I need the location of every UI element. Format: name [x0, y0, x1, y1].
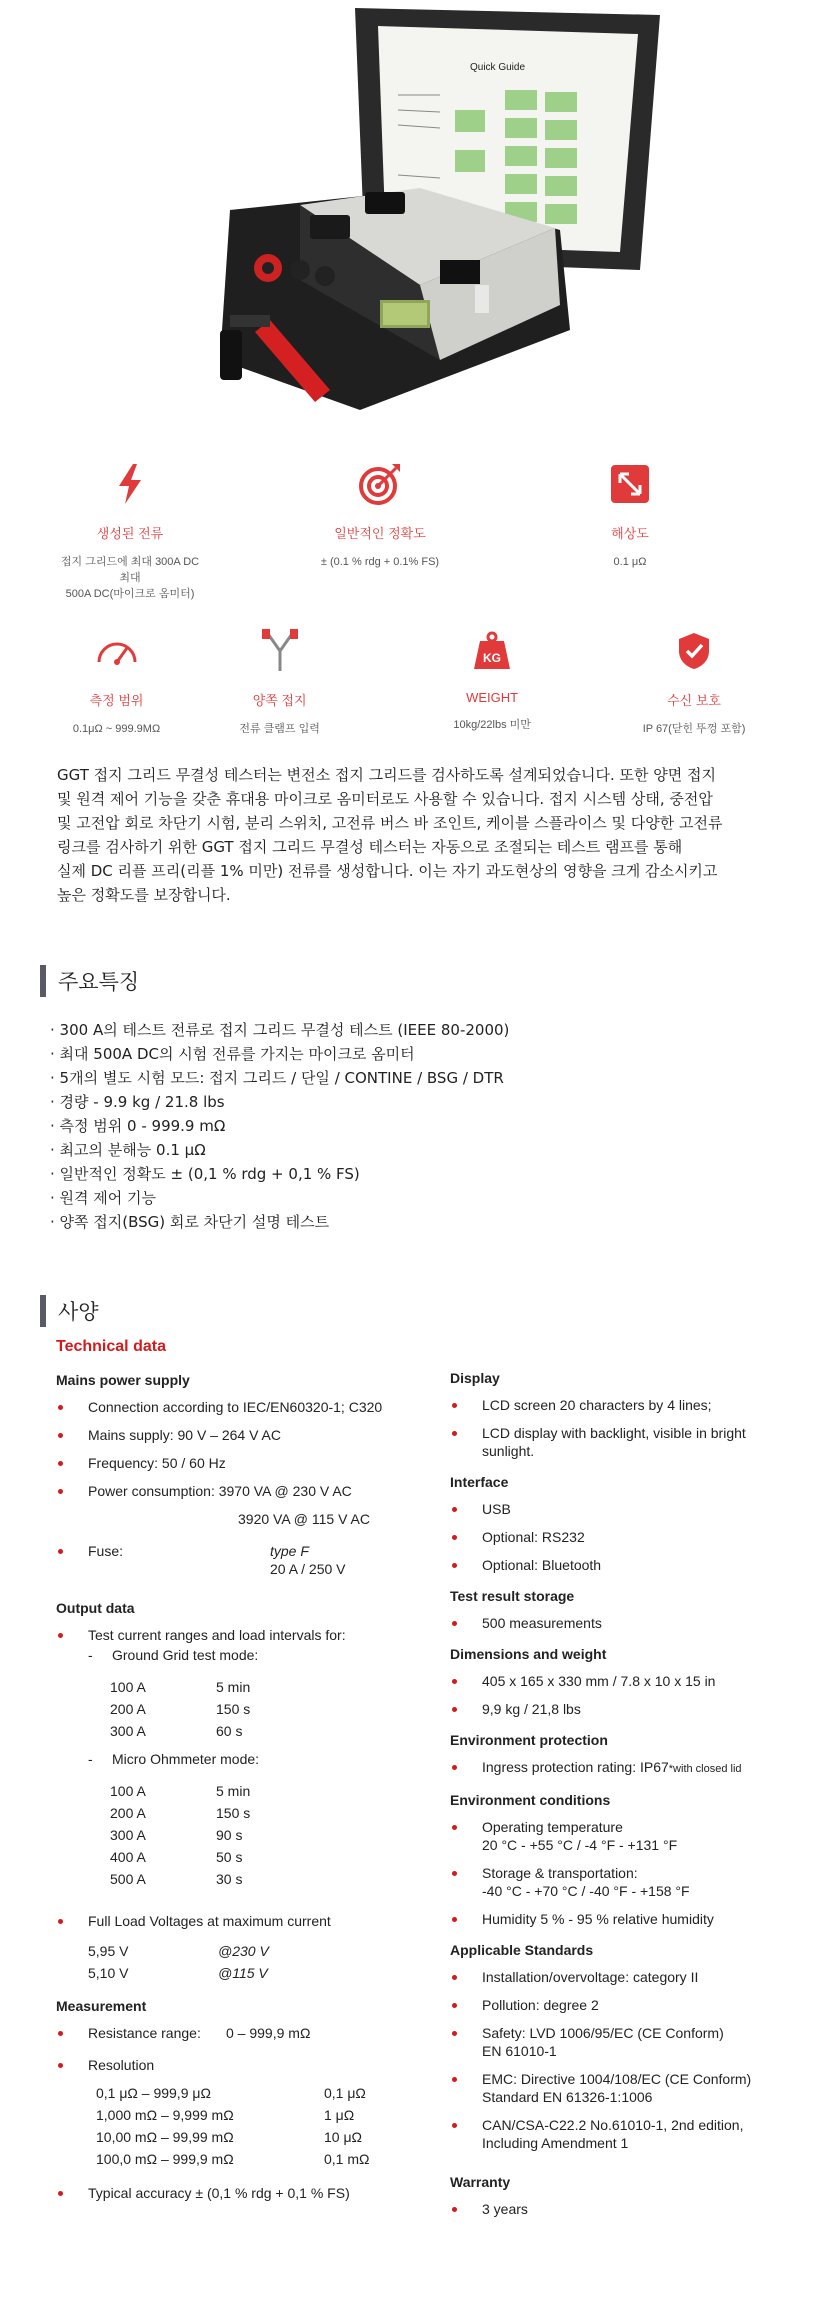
lightning-icon [60, 455, 200, 513]
table-cell: 150 s [216, 1701, 251, 1717]
feature-protection [628, 622, 760, 737]
table-cell: 30 s [216, 1871, 243, 1887]
feature-title: 생성된 전류 [96, 526, 164, 541]
spec-item-note: *with closed lid [668, 1763, 742, 1775]
spec-group-heading: Display [450, 1370, 500, 1386]
spec-item [450, 2070, 796, 2106]
spec-group-heading: Test result storage [450, 1588, 575, 1604]
intro-line: 높은 정확도를 보장합니다. [57, 886, 231, 904]
feature-accuracy [310, 455, 450, 602]
list-item: · 300 A의 테스트 전류로 접지 그리드 무결성 테스트 (IEEE 80-2000) [50, 1018, 770, 1042]
product-image [0, 0, 814, 430]
table-row [96, 2104, 369, 2126]
spec-item [56, 1542, 436, 1578]
spec-left-column [56, 1372, 436, 2212]
spec-item [450, 1758, 796, 1778]
feature-desc-line: 접지 그리드에 최대 300A DC 최대 [60, 556, 200, 584]
spec-item-line: Operating temperature [482, 1819, 623, 1835]
intro-line: GGT 접지 그리드 무결성 테스터는 변전소 접지 그리드를 검사하도록 설계되었습니다. 또한 양면 접지 [57, 766, 716, 784]
section-title: 사양 [58, 1300, 99, 1324]
table-cell: 100,0 mΩ – 999,9 mΩ [96, 2151, 234, 2167]
intro-line: 및 고전압 회로 차단기 시험, 분리 스위치, 고전류 버스 바 조인트, 케이블 스플라이스 및 다양한 고전류 [57, 814, 723, 832]
intro-line: 링크를 검사하기 위한 GGT 접지 그리드 무결성 테스터는 자동으로 조절되는 테스트 램프를 통해 [57, 838, 683, 856]
table-row [96, 2082, 369, 2104]
table-cell: 0,1 μΩ – 999,9 μΩ [96, 2085, 211, 2101]
table-cell: 5 min [216, 1679, 251, 1695]
spec-group-heading: Measurement [56, 1998, 147, 2014]
list-item: · 5개의 별도 시험 모드: 접지 그리드 / 단일 / CONTINE / BSG / DTR [50, 1066, 770, 1090]
table-cell: 1 μΩ [324, 2107, 355, 2123]
feature-desc [60, 554, 200, 602]
list-item: · 측정 범위 0 - 999.9 mΩ [50, 1114, 770, 1138]
spec-item: Full Load Voltages at maximum current [56, 1912, 436, 1930]
spec-subitem: - Micro Ohmmeter mode: [56, 1750, 436, 1768]
spec-item: 500 measurements [450, 1614, 796, 1632]
spec-item [56, 2024, 436, 2042]
spec-item: 9,9 kg / 21,8 lbs [450, 1700, 796, 1718]
table-cell: 5 min [216, 1783, 251, 1799]
section-heading-spec [40, 1295, 99, 1327]
table-row [110, 1802, 250, 1824]
spec-item [450, 2024, 796, 2060]
list-item: · 일반적인 정확도 ± (0,1 % rdg + 0,1 % FS) [50, 1162, 770, 1186]
spec-item-line: Safety: LVD 1006/95/EC (CE Conform) [482, 2025, 724, 2041]
table-cell: 100 A [110, 1783, 146, 1799]
table-cell: 10 μΩ [324, 2129, 362, 2145]
table-row [110, 1846, 250, 1868]
feature-desc: 0.1μΩ ~ 999.9MΩ [72, 723, 161, 735]
spec-item-line: 3920 VA @ 115 V AC [238, 1511, 371, 1527]
weight-icon-label: KG [483, 651, 502, 665]
list-item: · 최고의 분해능 0.1 μΩ [50, 1138, 770, 1162]
feature-title: WEIGHT [466, 690, 519, 705]
heading-bar [40, 965, 46, 997]
spec-item-line: -40 °C - +70 °C / -40 °F - +158 °F [482, 1883, 690, 1899]
expand-arrows-icon [560, 455, 700, 513]
spec-item [450, 1864, 796, 1900]
list-item: · 최대 500A DC의 시험 전류를 가지는 마이크로 옴미터 [50, 1042, 770, 1066]
spec-item-line: 20 °C - +55 °C / -4 °F - +131 °F [482, 1837, 678, 1853]
spec-item: Frequency: 50 / 60 Hz [56, 1454, 436, 1472]
spec-item-line: EN 61010-1 [482, 2043, 557, 2059]
feature-current [60, 455, 200, 602]
feature-title: 양쪽 접지 [252, 693, 307, 708]
spec-group-heading: Applicable Standards [450, 1942, 594, 1958]
spec-title: Technical data [56, 1338, 166, 1355]
spec-group-heading: Dimensions and weight [450, 1646, 607, 1662]
intro-paragraph [57, 763, 787, 907]
shield-check-icon [628, 622, 760, 680]
table-cell: 200 A [110, 1701, 146, 1717]
list-item: · 양쪽 접지(BSG) 회로 차단기 설명 테스트 [50, 1210, 770, 1234]
table-cell: 100 A [110, 1679, 146, 1695]
spec-group-heading: Interface [450, 1474, 509, 1490]
spec-item: Mains supply: 90 V – 264 V AC [56, 1426, 436, 1444]
feature-desc-line: 500A DC(마이크로 옴미터) [65, 588, 195, 600]
spec-item-line: Storage & transportation: [482, 1865, 638, 1881]
feature-resolution [560, 455, 700, 602]
spec-item-line: EMC: Directive 1004/108/EC (CE Conform) [482, 2071, 752, 2087]
table-row [88, 1962, 269, 1984]
range-label: Resistance range: [88, 2025, 201, 2041]
spec-item-line: Standard EN 61326-1:1006 [482, 2089, 653, 2105]
spec-item: 405 x 165 x 330 mm / 7.8 x 10 x 15 in [450, 1672, 796, 1690]
gauge-icon [60, 622, 173, 680]
spec-group-heading: Environment protection [450, 1732, 608, 1748]
spec-item: LCD display with backlight, visible in bright sunlight. [450, 1424, 796, 1460]
feature-title: 해상도 [611, 526, 649, 541]
table-cell: 5,95 V [88, 1943, 129, 1959]
table-row [110, 1720, 250, 1742]
spec-group-heading: Environment conditions [450, 1792, 611, 1808]
micro-ohmmeter-table [110, 1780, 250, 1890]
table-row [96, 2148, 369, 2170]
section-heading-features [40, 965, 139, 997]
feature-title: 일반적인 정확도 [334, 526, 426, 541]
list-item: · 경량 - 9.9 kg / 21.8 lbs [50, 1090, 770, 1114]
table-row [110, 1868, 250, 1890]
spec-subitem: - Ground Grid test mode: [56, 1646, 436, 1664]
table-row [110, 1824, 250, 1846]
spec-right-column [450, 1370, 796, 2228]
table-row [110, 1780, 250, 1802]
spec-item: LCD screen 20 characters by 4 lines; [450, 1396, 796, 1414]
weight-icon [426, 622, 558, 680]
table-row [110, 1698, 250, 1720]
table-row [96, 2126, 369, 2148]
feature-row-2 [60, 622, 760, 737]
spec-item [450, 1818, 796, 1854]
feature-desc: 0.1 μΩ [613, 556, 647, 568]
table-cell: 200 A [110, 1805, 146, 1821]
feature-grid [60, 455, 760, 737]
table-cell: 150 s [216, 1805, 251, 1821]
spec-group-heading: Output data [56, 1600, 135, 1616]
intro-line: 실제 DC 리플 프리(리플 1% 미만) 전류를 생성합니다. 이는 자기 과도현상의 영향을 크게 감소시키고 [57, 862, 718, 880]
table-row [88, 1940, 269, 1962]
table-cell: 60 s [216, 1723, 243, 1739]
spec-item: Test current ranges and load intervals for: [56, 1626, 436, 1644]
table-cell: 0,1 μΩ [324, 2085, 366, 2101]
spec-item-line: Including Amendment 1 [482, 2135, 629, 2151]
feature-title: 수신 보호 [667, 693, 721, 708]
fuse-value: 20 A / 250 V [270, 1561, 346, 1577]
table-cell: 5,10 V [88, 1965, 129, 1981]
table-cell: 300 A [110, 1827, 146, 1843]
spec-item: Installation/overvoltage: category II [450, 1968, 796, 1986]
spec-item-line: Power consumption: 3970 VA @ 230 V AC [88, 1483, 352, 1499]
full-load-voltage-table [88, 1940, 269, 1984]
fuse-label: Fuse: [88, 1543, 124, 1559]
heading-bar [40, 1295, 46, 1327]
spec-item: 3 years [450, 2200, 796, 2218]
feature-desc: 전류 클램프 입력 [239, 723, 320, 735]
spec-item: Optional: RS232 [450, 1528, 796, 1546]
feature-row-1 [60, 455, 760, 602]
table-cell: 0,1 mΩ [324, 2151, 370, 2167]
range-value: 0 – 999,9 mΩ [226, 2025, 311, 2041]
ground-grid-table [110, 1676, 250, 1742]
table-cell: @230 V [218, 1943, 269, 1959]
spec-item: USB [450, 1500, 796, 1518]
feature-desc: ± (0.1 % rdg + 0.1% FS) [320, 556, 440, 568]
spec-group-heading: Warranty [450, 2174, 511, 2190]
table-cell: @115 V [218, 1965, 268, 1981]
spec-item: Typical accuracy ± (0,1 % rdg + 0,1 % FS) [56, 2184, 436, 2202]
table-cell: 400 A [110, 1849, 146, 1865]
spec-group-heading: Mains power supply [56, 1372, 190, 1388]
section-title: 주요특징 [58, 970, 140, 994]
spec-item [450, 2116, 796, 2152]
fuse-type: type F [270, 1543, 309, 1559]
table-cell: 10,00 mΩ – 99,99 mΩ [96, 2129, 234, 2145]
spec-item: Pollution: degree 2 [450, 1996, 796, 2014]
table-row [110, 1676, 250, 1698]
resolution-table [96, 2082, 369, 2170]
table-cell: 500 A [110, 1871, 146, 1887]
table-cell: 300 A [110, 1723, 146, 1739]
table-cell: 1,000 mΩ – 9,999 mΩ [96, 2107, 234, 2123]
spec-item-line: CAN/CSA-C22.2 No.61010-1, 2nd edition, [482, 2117, 744, 2133]
spec-item-text: Ingress protection rating: IP67 [482, 1759, 669, 1775]
spec-item: Humidity 5 % - 95 % relative humidity [450, 1910, 796, 1928]
feature-grounding [223, 622, 336, 737]
feature-desc: 10kg/22lbs 미만 [453, 719, 531, 731]
feature-range [60, 622, 173, 737]
spec-sheet [56, 1338, 796, 2217]
feature-desc: IP 67(닫힌 뚜껑 포함) [642, 723, 746, 735]
list-item: · 원격 제어 기능 [50, 1186, 770, 1210]
spec-item [56, 1482, 436, 1528]
spec-item: Connection according to IEC/EN60320-1; C320 [56, 1398, 436, 1416]
target-icon [310, 455, 450, 513]
feature-weight [426, 622, 558, 737]
spec-item: Resolution [56, 2056, 436, 2074]
table-cell: 90 s [216, 1827, 243, 1843]
table-cell: 50 s [216, 1849, 243, 1865]
quick-guide-title: Quick Guide [470, 62, 526, 73]
feature-title: 측정 범위 [89, 693, 144, 708]
intro-line: 및 원격 제어 기능을 갖춘 휴대용 마이크로 옴미터로도 사용할 수 있습니다. 접지 시스템 상태, 중전압 [57, 790, 713, 808]
key-features-list [50, 1018, 770, 1234]
probes-icon [223, 622, 336, 680]
spec-item: Optional: Bluetooth [450, 1556, 796, 1574]
